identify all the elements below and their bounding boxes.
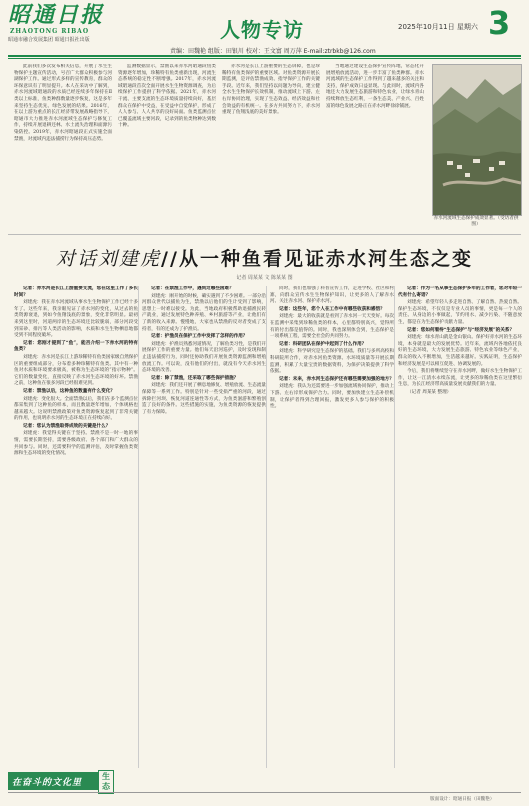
interview-question: 记者：禁渔以后，这种鱼的数量有什么变化？ — [23, 388, 115, 394]
interview-question: 记者：作为一名从事生态保护多年的工作者，您对年轻一代有什么寄语？ — [398, 286, 522, 298]
upper-column-4 — [326, 64, 424, 230]
photo-caption: 赤水河流域生态保护成效显著。（受访者供图） — [433, 216, 519, 227]
page-number: 3 — [488, 4, 511, 42]
interview-column-4 — [398, 286, 522, 768]
interview-answer: （记者 周某某 整理） — [407, 389, 452, 395]
interview-answer: 刘建虎：希望年轻人多走进自然、了解自然、热爱自然。保护生态环境，不仅仅是专业人员的事情，更是每一个人的责任。从身边的小事做起，节约用水、减少污染、不随意放生，都是在为生态保护贡献力量。 — [398, 300, 522, 325]
issue-date: 2025年10月11日 星期六 — [398, 23, 478, 31]
upper-column-1 — [14, 64, 112, 230]
footer-badge: 生态 — [98, 770, 114, 794]
newspaper-logo-pinyin: ZHAOTONG RIBAO — [10, 28, 90, 35]
interview-answer: 刘建虎：我认为还需要进一步加强流域协同保护，推动上下游、左右岸形成保护合力。同时，要加快建立生态补偿机制，让保护者得到合理回报，激发更多人参与保护的积极性。 — [270, 384, 394, 410]
interview-column-2 — [142, 286, 266, 768]
interview-question: 记者：在禁渔工作中，遇到过哪些困难？ — [151, 286, 234, 291]
headline-separator: // — [161, 248, 179, 270]
interview-question: 记者：您如何看待“生态保护”与“经济发展”的关系？ — [407, 327, 515, 333]
interview-question: 记者：您刚才提到了“鱼”，能否介绍一下赤水河的特有鱼类？ — [14, 340, 138, 353]
interview-question: 记者：除了禁渔，还采取了哪些保护措施？ — [151, 375, 239, 381]
interview-answer: 刘建虎：赤水河是长江上游珍稀特有鱼类国家级自然保护区的重要组成部分，分布着多种珍稀特有鱼类。其中有一种鱼对水质和环境要求极高，被称为生态环境的“指示物种”。它们的数量变化，直接反映了赤水河生态环境的好坏。禁渔之前，这种鱼在很多河段已经很难见到。 — [14, 354, 138, 387]
footer-banner-text: 在奋斗的文化里 — [12, 778, 83, 788]
footer-rule — [8, 792, 521, 793]
interview-answer: 刘建虎：我在赤水河流域从事水生生物保护工作已经十多年了。这些年来，我亲眼见证了赤水河的变化，从过去的鱼类资源衰退，到如今鱼翔浅底的景象，变化非常明显。最初来到这里时，河道两岸的生态环境还比较脆弱，部分河段受到采砂、排污等人类活动的影响，水质和水生生物栖息地都受到不同程度破坏。 — [14, 300, 138, 339]
header-rule-thin — [8, 58, 521, 59]
interview-question: 记者：这些年，您个人在工作中有哪些收获和感悟？ — [279, 306, 385, 312]
interview-question: 记者：未来，赤水河生态保护还有哪些需要加强的地方？ — [279, 376, 394, 382]
column-divider — [138, 286, 139, 768]
interview-answer: 刘建虎：科学研究是生态保护的基础。我们与多所高校和科研院所合作，对赤水河鱼类资源、水环境质量等开展长期监测，积累了大量宝贵的数据资料，为保护决策提供了科学依据。 — [270, 349, 394, 375]
section-title: 人物专访 — [220, 18, 304, 42]
interview-column-3 — [270, 286, 394, 768]
interview-question: 记者：科研团队在保护中起到了什么作用？ — [279, 341, 367, 347]
layout-credit: 版面设计：昭通日报（田魏艳） — [430, 797, 495, 802]
upper-column-2 — [118, 64, 216, 230]
upper-column-3 — [222, 64, 320, 230]
interview-answer: 刘建虎：我觉得关键在于坚持。禁渔不是一时一地的事情，需要长期坚持，需要各级政府、各个部门和广大群众的共同参与。同时，还需要科学的监测评估，及时掌握鱼类资源和生态环境的变化情况。 — [14, 431, 138, 457]
upper-column-4-text: 当地通过建设生态保护宣传阵地，常态化开展增殖放流活动，进一步丰富了鱼类种群。赤水河流域的生态保护工作得到了越来越多的关注和支持，保护成效日益显现。与此同时，流域内各地还大力发展生态旅游和特色农业，让绿水青山持续释放生态红利，一条生态美、产业兴、百姓富的绿色发展之路正在赤水河畔徐徐铺展。 — [326, 64, 424, 109]
mountain-village-image — [433, 65, 521, 215]
interview-answer: 今后，我们将继续坚守在赤水河畔，做好水生生物保护工作，让这一江清水永续东流，让更多的珍稀鱼类在这里繁衍生息，为长江经济带高质量发展贡献我们的力量。 — [398, 369, 522, 388]
newspaper-logo: 昭通日报 — [8, 2, 105, 28]
column-divider — [394, 286, 395, 768]
landscape-photo — [432, 64, 522, 216]
interview-question: 记者：赤水河是长江上游重要支流，您在这里工作了多长时间？ — [14, 286, 138, 298]
interview-answer: 刘建虎：我们还开展了栖息地修复、增殖放流、生态流量保障等一系列工作。特别是针对一些受损严重的河段，通过拆除拦河坝、恢复河道连通性等方式，为鱼类洄游和繁殖创造了良好的条件。这些措施的实施，为鱼类资源的恢复提供了有力保障。 — [142, 383, 266, 415]
column-divider — [266, 286, 267, 768]
headline-main: 从一种鱼看见证赤水河生态之变 — [178, 248, 473, 270]
interview-answer: 刘建虎：变化很大。全面禁渔以后，我们在多个监测点位都采集到了这种鱼的样本，而且数量逐年增加，个体规格也越来越大。这说明禁渔政策对鱼类资源恢复起到了非常关键的作用，也说明赤水河的生态环境正在持续向好。 — [14, 396, 138, 422]
headline-prefix: 对话刘建虎 — [56, 248, 162, 270]
headline-divider — [8, 234, 521, 235]
interview-answer: 刘建虎：刚开始的时候，确实遇到了不少困难。一部分沿河群众世代以捕鱼为生，禁渔以后他们的生计受到了影响，思想上一时难以接受。为此，当地政府积极帮助退捕渔民转产就业，通过发展特色种养殖、乡村旅游等产业，让他们有了新的收入来源。慢慢地，大家也从禁渔的反对者变成了支持者，有的还成为了护渔员。 — [142, 293, 266, 332]
interview-question: 记者：您认为禁渔取得成效的关键是什么？ — [23, 423, 111, 429]
article-headline — [0, 244, 529, 271]
interview-question: 记者：护渔员在保护工作中发挥了怎样的作用？ — [151, 334, 248, 340]
upper-column-1-text: 此前我们多次发布相关信息，开展了水生生物保护主题宣传活动，号召广大群众积极参与河湖保护工作。通过形式多样的宣传教育，群众的环保意识有了明显提升。本人在采访中了解到，赤水河流域昭通段的水质已经连续多年保持在Ⅱ类以上标准，鱼类种群数量逐步恢复，这是多年来坚持生态优先、绿色发展的结果。2016年，在以上游为重点的长江经济带发展战略指导下，昭通市大力推进赤水河流域生态保护与修复工作，持续开展退耕还林、水土流失治理和面源污染防控。2019年，赤水河昭通段正式实施全面禁渔，对流域内违法捕捞行为保持高压态势。 — [14, 64, 112, 142]
interview-answer: 刘建虎：护渔员熟悉河道情况，了解鱼类习性，是我们开展保护工作的重要力量。他们每天沿河巡护，及时发现和制止违法捕捞行为，同时还协助我们开展鱼类资源监测和增殖放流工作。可以说，没有他们的付出，就没有今天赤水河生态环境的改善。 — [142, 341, 266, 374]
header-rule — [8, 55, 521, 57]
publisher-line: 昭通市融合发展集团 昭通日报社出版 — [8, 37, 90, 43]
upper-column-3-text: 赤水河是长江上游重要的生态屏障，也是珍稀特有鱼类保护的重要区域。对鱼类资源开展长期监测，是评估禁渔成效、指导保护工作的关键手段。近年来，我们坚持以问题为导向，建立健全水生生物保护长效机制，推动流域上下游、左右岸协同治理，实现了生态效益、经济效益和社会效益的有机统一。在多方共同努力下，赤水河重现了鱼翔浅底的美好景象。 — [222, 64, 320, 116]
interview-answer: 刘建虎：最大的收获就是看到了赤水河一天天变好。每次在监测中采集到珍稀鱼类的样本，心里都特别高兴，觉得所有的付出都是值得的。同时，我也深刻体会到，生态保护是一项系统工程，需要全社会的共同努力。 — [270, 314, 394, 340]
article-byline: 记者 周某某 文 陈某某 图 — [236, 275, 293, 281]
editor-credits: 责编：田魏艳 组版：田银川 校对：王文富 周万萍 E-mail:ztrbkb@126.com — [170, 48, 376, 55]
interview-column-1 — [14, 286, 138, 768]
masthead — [8, 2, 158, 46]
interview-answer: 刘建虎：绿水青山就是金山银山。保护好赤水河的生态环境，本身就是最大的发展优势。近年来，流域内各地依托良好的生态环境，大力发展生态旅游、特色农业等绿色产业，群众的收入不断增加，生活越来越好。实践证明，生态保护和经济发展是可以相互促进、协调发展的。 — [398, 335, 522, 367]
interview-answer: 同时，我们也加强了科普宣传工作，走进学校、社区和村寨，向群众宣传水生生物保护知识，让更多的人了解赤水河、关注赤水河、保护赤水河。 — [270, 286, 394, 305]
upper-column-2-text: 监测数据显示，禁渔以来赤水河昭通段鱼类资源逐年增加，珍稀特有鱼类重新出现，河流生态系统的稳定性不断增强。2017年，赤水河流域昭通段首次全面开展水生生物资源调查，为后续保护工作提供了科学依据。2021年，赤水河干流、主要支流的生态环境质量持续向好，基层群众在保护中受益，在受益中自觉保护，形成了人人参与、人人共享的良好局面。鱼类监测点位已覆盖流域主要河段，记录到的鱼类物种达到数十种。 — [118, 64, 216, 129]
